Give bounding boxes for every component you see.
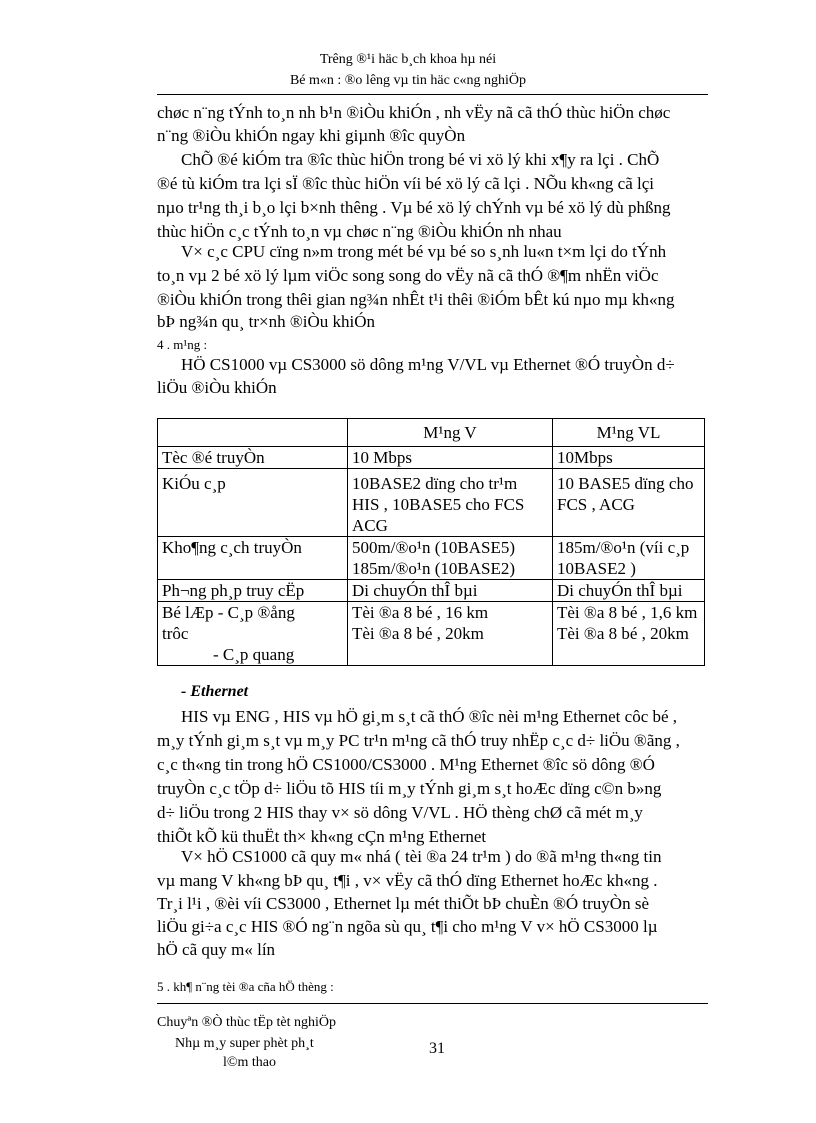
text-line: c¸c th«ng tin trong hÖ CS1000/CS3000 . M¹ng Ethernet ®îc sö dông ®Ó [157, 755, 655, 774]
text-line: d÷ liÖu trong 2 HIS thay v× sö dông V/VL . HÖ thèng chØ cã mét m¸y [157, 803, 643, 822]
table-row [158, 447, 705, 469]
cell-line: 10BASE2 dïng cho tr¹m [352, 474, 518, 493]
table-row [158, 537, 705, 580]
table-header-cell: M¹ng VL [553, 419, 705, 447]
table-header-cell: M¹ng V [348, 419, 553, 447]
ethernet-heading: - Ethernet [181, 683, 249, 700]
table-cell [158, 447, 348, 469]
table-cell [553, 469, 705, 537]
text-line: to¸n vµ 2 bé xö lý lµm viÖc song song do vËy nã cã thÓ ®¶m nhËn viÖc [157, 266, 659, 285]
table-cell [348, 602, 553, 666]
table-cell [348, 447, 553, 469]
text-line: ChÕ ®é kiÓm tra ®îc thùc hiÖn trong bé vi xö lý khi x¶y ra lçi . ChÕ [181, 150, 660, 169]
table-row [158, 469, 705, 537]
text-line: thiÕt kÕ kü thuËt th× kh«ng cÇn m¹ng Ethernet [157, 827, 487, 846]
header-school: Trêng ®¹i häc b¸ch khoa hµ néi [319, 52, 497, 67]
cell-line: ACG [352, 516, 388, 535]
text-line: ®iÒu khiÓn trong thêi gian ng¾n nhÊt t¹i thêi ®iÓm bÊt kú nµo mµ kh«ng [157, 290, 675, 309]
cell-line: KiÓu c¸p [162, 474, 226, 493]
cell-line: Tèc ®é truyÒn [162, 448, 265, 467]
cell-line: Tèi ®a 8 bé , 16 km [352, 603, 489, 622]
text-line: hÖ cã quy m« lín [157, 940, 276, 959]
cell-line: 10 Mbps [352, 448, 412, 467]
cell-line: Bé lÆp - C¸p ®ång [162, 603, 295, 622]
cell-line: Di chuyÓn thÎ bµi [557, 581, 683, 600]
page-number: 31 [429, 1040, 445, 1057]
table-row [158, 580, 705, 602]
text-line: ®é tù kiÓm tra lçi sÏ ®îc thùc hiÖn víi bé xö lý cã lçi . NÕu kh«ng cã lçi [157, 174, 654, 193]
text-line: bÞ ng¾n qu¸ tr×nh ®iÒu khiÓn [157, 312, 376, 331]
cell-line: 10Mbps [557, 448, 613, 467]
text-line: m¸y tÝnh gi¸m s¸t vµ m¸y PC tr¹n m¹ng cã thÓ truy nhËp c¸c d÷ liÖu ®ãng , [157, 731, 680, 750]
cell-line: FCS , ACG [557, 495, 635, 514]
section-heading-5: 5 . kh¶ n¨ng tèi ®a cña hÖ thèng : [157, 979, 334, 994]
table-cell [553, 602, 705, 666]
text-line: nµo tr¹ng th¸i b¸o lçi b×nh thêng . Vµ bé xö lý chÝnh vµ bé xö lý dù phßng [157, 198, 671, 217]
text-line: vµ mang V kh«ng bÞ qu¸ t¶i , v× vËy cã thÓ dïng Ethernet hoÆc kh«ng . [157, 871, 658, 890]
cell-line: - C¸p quang [162, 645, 295, 664]
text-line: Tr¸i l¹i , ®èi víi CS3000 , Ethernet lµ mét thiÕt bÞ chuÈn ®Ó truyÒn sè [157, 894, 649, 913]
cell-line: trôc [162, 624, 189, 643]
cell-line: 10BASE2 ) [557, 559, 636, 578]
text-line: chøc n¨ng tÝnh to¸n nh b¹n ®iÒu khiÓn , nh vËy nã cã thÓ thùc hiÖn chøc [157, 103, 671, 122]
cell-line: 185m/®o¹n (víi c¸p [557, 538, 690, 557]
cell-line: 185m/®o¹n (10BASE2) [352, 559, 515, 578]
cell-line: Tèi ®a 8 bé , 20km [352, 624, 484, 643]
text-line: V× c¸c CPU cïng n»m trong mét bé vµ bé so s¸nh lu«n t×m lçi do tÝnh [181, 242, 667, 261]
cell-line: 10 BASE5 dïng cho [557, 474, 694, 493]
table-cell [553, 537, 705, 580]
table-cell [158, 602, 348, 666]
text-line: V× hÖ CS1000 cã quy m« nhá ( tèi ®a 24 tr¹m ) do ®ã m¹ng th«ng tin [181, 847, 662, 866]
table-cell [348, 537, 553, 580]
table-cell [553, 580, 705, 602]
cell-line: Tèi ®a 8 bé , 1,6 km [557, 603, 698, 622]
text-line: HIS vµ ENG , HIS vµ hÖ gi¸m s¸t cã thÓ ®îc nèi m¹ng Ethernet côc bé , [181, 707, 678, 726]
text-line: liÖu gi÷a c¸c HIS ®Ó ng¨n ngõa sù qu¸ t¶i cho m¹ng V v× hÖ CS3000 lµ [157, 917, 658, 936]
text-line: truyÒn c¸c tÖp d÷ liÖu tõ HIS tíi m¸y tÝnh gi¸m s¸t hoÆc dïng c©n b»ng [157, 779, 662, 798]
text-line: HÖ CS1000 vµ CS3000 sö dông m¹ng V/VL vµ Ethernet ®Ó truyÒn d÷ [181, 355, 675, 374]
text-line: thùc hiÖn c¸c tÝnh to¸n vµ chøc n¨ng ®iÒu khiÓn nh nhau [157, 222, 562, 241]
text-line: n¨ng ®iÒu khiÓn ngay khi giµnh ®îc quyÒn [157, 126, 466, 145]
cell-line: Di chuyÓn thÎ bµi [352, 581, 478, 600]
table-cell [158, 580, 348, 602]
table-row [158, 602, 705, 666]
footer-location: l©m thao [223, 1055, 277, 1070]
section-heading-4: 4 . m¹ng : [157, 337, 208, 352]
table-cell [348, 580, 553, 602]
table-cell [158, 537, 348, 580]
cell-line: 500m/®o¹n (10BASE5) [352, 538, 515, 557]
table-cell [158, 469, 348, 537]
table-header-row [158, 419, 705, 447]
footer-title: Chuyªn ®Ò thùc tËp tèt nghiÖp [157, 1015, 336, 1030]
footer-company: Nhµ m¸y super phèt ph¸t [175, 1036, 314, 1051]
cell-line: HIS , 10BASE5 cho FCS [352, 495, 525, 514]
footer-rule [157, 1003, 708, 1004]
cell-line: Tèi ®a 8 bé , 20km [557, 624, 689, 643]
table-header-cell [158, 419, 348, 447]
text-line: liÖu ®iÒu khiÓn [157, 378, 277, 397]
table-cell [348, 469, 553, 537]
network-table [157, 418, 705, 666]
cell-line: Ph¬ng ph¸p truy cËp [162, 581, 305, 600]
header-department: Bé m«n : ®o lêng vµ tin häc c«ng nghiÖp [289, 73, 527, 88]
table-cell [553, 447, 705, 469]
cell-line: Kho¶ng c¸ch truyÒn [162, 538, 302, 557]
header-rule [157, 94, 708, 95]
